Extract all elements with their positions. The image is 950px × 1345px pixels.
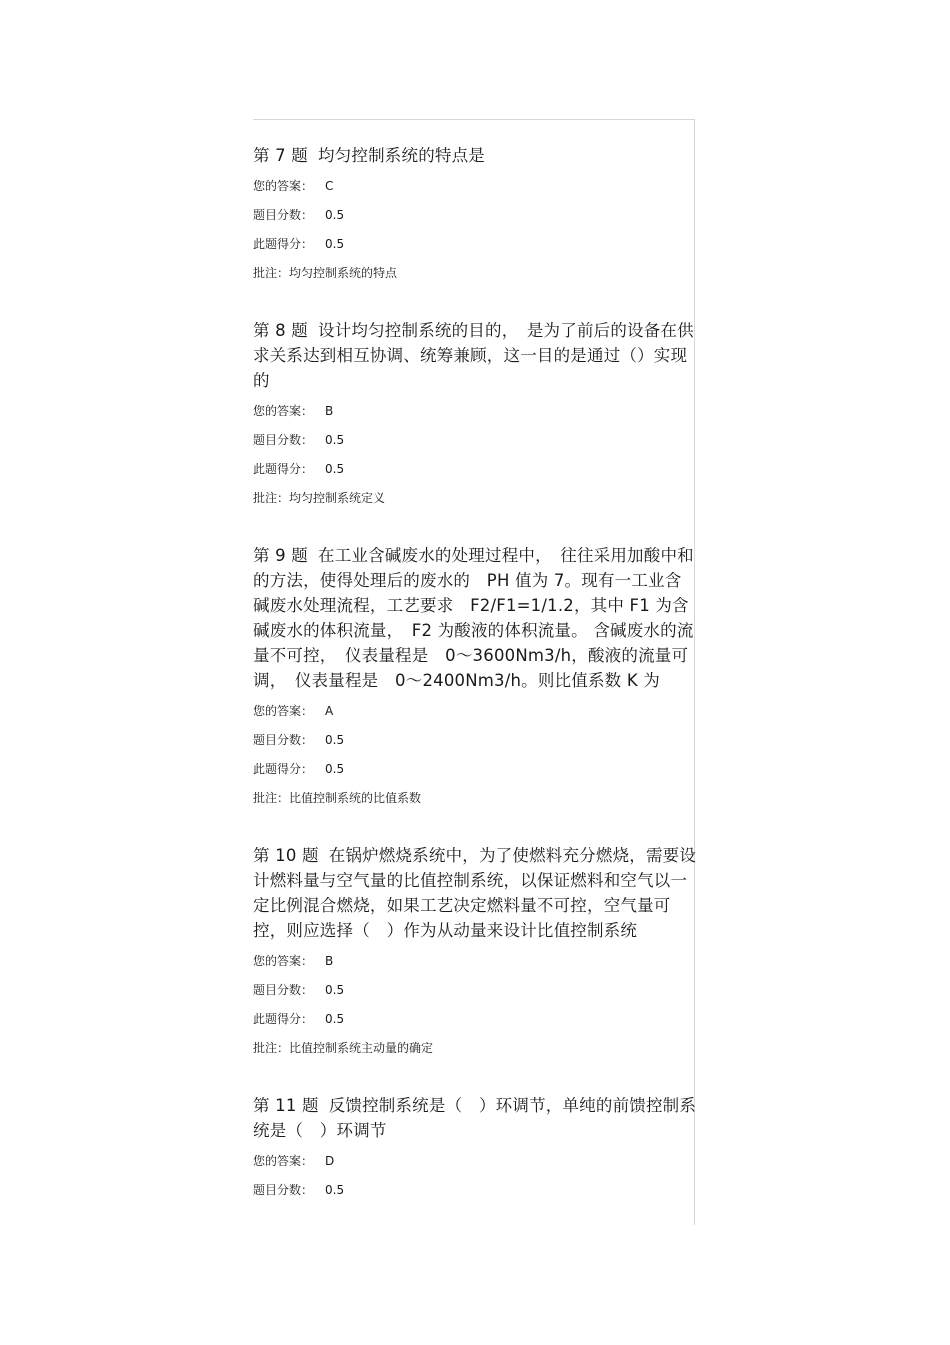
note-label: 批注： [253, 491, 290, 505]
got-label: 此题得分： [253, 237, 314, 251]
note-value: 比值控制系统主动量的确定 [289, 1041, 434, 1055]
answer-label: 您的答案： [253, 404, 314, 418]
note-value: 均匀控制系统定义 [289, 491, 386, 505]
got-row [253, 230, 697, 259]
got-row [253, 755, 697, 784]
answer-label: 您的答案： [253, 954, 314, 968]
answer-value: B [325, 404, 334, 418]
question-gap [253, 813, 697, 843]
answer-row [253, 397, 697, 426]
answer-value: A [325, 704, 334, 718]
score-row [253, 1176, 697, 1205]
score-label: 题目分数： [253, 1183, 314, 1197]
score-value: 0.5 [325, 983, 345, 997]
question-7 [253, 143, 697, 288]
answer-label: 您的答案： [253, 179, 314, 193]
got-label: 此题得分： [253, 1012, 314, 1026]
question-number: 第 10 题 [253, 846, 319, 865]
score-value: 0.5 [325, 1183, 345, 1197]
question-gap [253, 513, 697, 543]
answer-row [253, 947, 697, 976]
note-row [253, 1034, 697, 1063]
score-label: 题目分数： [253, 733, 314, 747]
question-text: 设计均匀控制系统的目的， 是为了前后的设备在供求关系达到相互协调、统筹兼顾，这一目的是通过（）实现的 [253, 321, 694, 390]
question-gap [253, 288, 697, 318]
question-gap [253, 1063, 697, 1093]
answer-value: D [325, 1154, 335, 1168]
answer-value: B [325, 954, 334, 968]
question-number: 第 7 题 [253, 146, 308, 165]
got-value: 0.5 [325, 1012, 345, 1026]
question-text: 反馈控制系统是（ ）环调节，单纯的前馈控制系统是（ ）环调节 [253, 1096, 697, 1140]
answer-value: C [325, 179, 334, 193]
got-value: 0.5 [325, 462, 345, 476]
score-value: 0.5 [325, 208, 345, 222]
answer-label: 您的答案： [253, 704, 314, 718]
question-10 [253, 843, 697, 1063]
got-label: 此题得分： [253, 762, 314, 776]
question-title [253, 1093, 697, 1143]
question-list [253, 143, 697, 1205]
score-row [253, 976, 697, 1005]
got-value: 0.5 [325, 237, 345, 251]
question-text: 在工业含碱废水的处理过程中， 往往采用加酸中和的方法，使得处理后的废水的 PH 值为 7。现有一工业含碱废水处理流程，工艺要求 F2/F1=1/1.2，其中 F1 为含碱废水的体积流量， F2 为酸液的体积流量。 含碱废水的流量不可控， 仪表量程是 0～3600Nm3/h，酸液的流量可调， 仪表量程是 0～2400Nm3/h。则比值系数 K 为 [253, 546, 694, 690]
score-row [253, 726, 697, 755]
note-row [253, 784, 697, 813]
question-text: 均匀控制系统的特点是 [318, 146, 485, 165]
score-label: 题目分数： [253, 208, 314, 222]
question-number: 第 8 题 [253, 321, 308, 340]
got-row [253, 1005, 697, 1034]
note-row [253, 484, 697, 513]
got-label: 此题得分： [253, 462, 314, 476]
note-label: 批注： [253, 791, 290, 805]
got-row [253, 455, 697, 484]
score-label: 题目分数： [253, 433, 314, 447]
score-value: 0.5 [325, 433, 345, 447]
question-8 [253, 318, 697, 513]
score-label: 题目分数： [253, 983, 314, 997]
question-number: 第 9 题 [253, 546, 308, 565]
score-value: 0.5 [325, 733, 345, 747]
answer-row [253, 697, 697, 726]
note-value: 比值控制系统的比值系数 [289, 791, 422, 805]
score-row [253, 426, 697, 455]
answer-row [253, 172, 697, 201]
question-title [253, 143, 697, 168]
question-text: 在锅炉燃烧系统中，为了使燃料充分燃烧，需要设计燃料量与空气量的比值控制系统，以保证燃料和空气以一定比例混合燃烧，如果工艺决定燃料量不可控，空气量可控，则应选择（ ）作为从动量来设计比值控制系统 [253, 846, 697, 940]
score-row [253, 201, 697, 230]
question-11 [253, 1093, 697, 1205]
note-value: 均匀控制系统的特点 [289, 266, 398, 280]
note-row [253, 259, 697, 288]
question-number: 第 11 题 [253, 1096, 319, 1115]
answer-row [253, 1147, 697, 1176]
question-title [253, 543, 697, 693]
answer-label: 您的答案： [253, 1154, 314, 1168]
question-title [253, 318, 697, 393]
question-title [253, 843, 697, 943]
note-label: 批注： [253, 266, 290, 280]
note-label: 批注： [253, 1041, 290, 1055]
got-value: 0.5 [325, 762, 345, 776]
question-9 [253, 543, 697, 813]
